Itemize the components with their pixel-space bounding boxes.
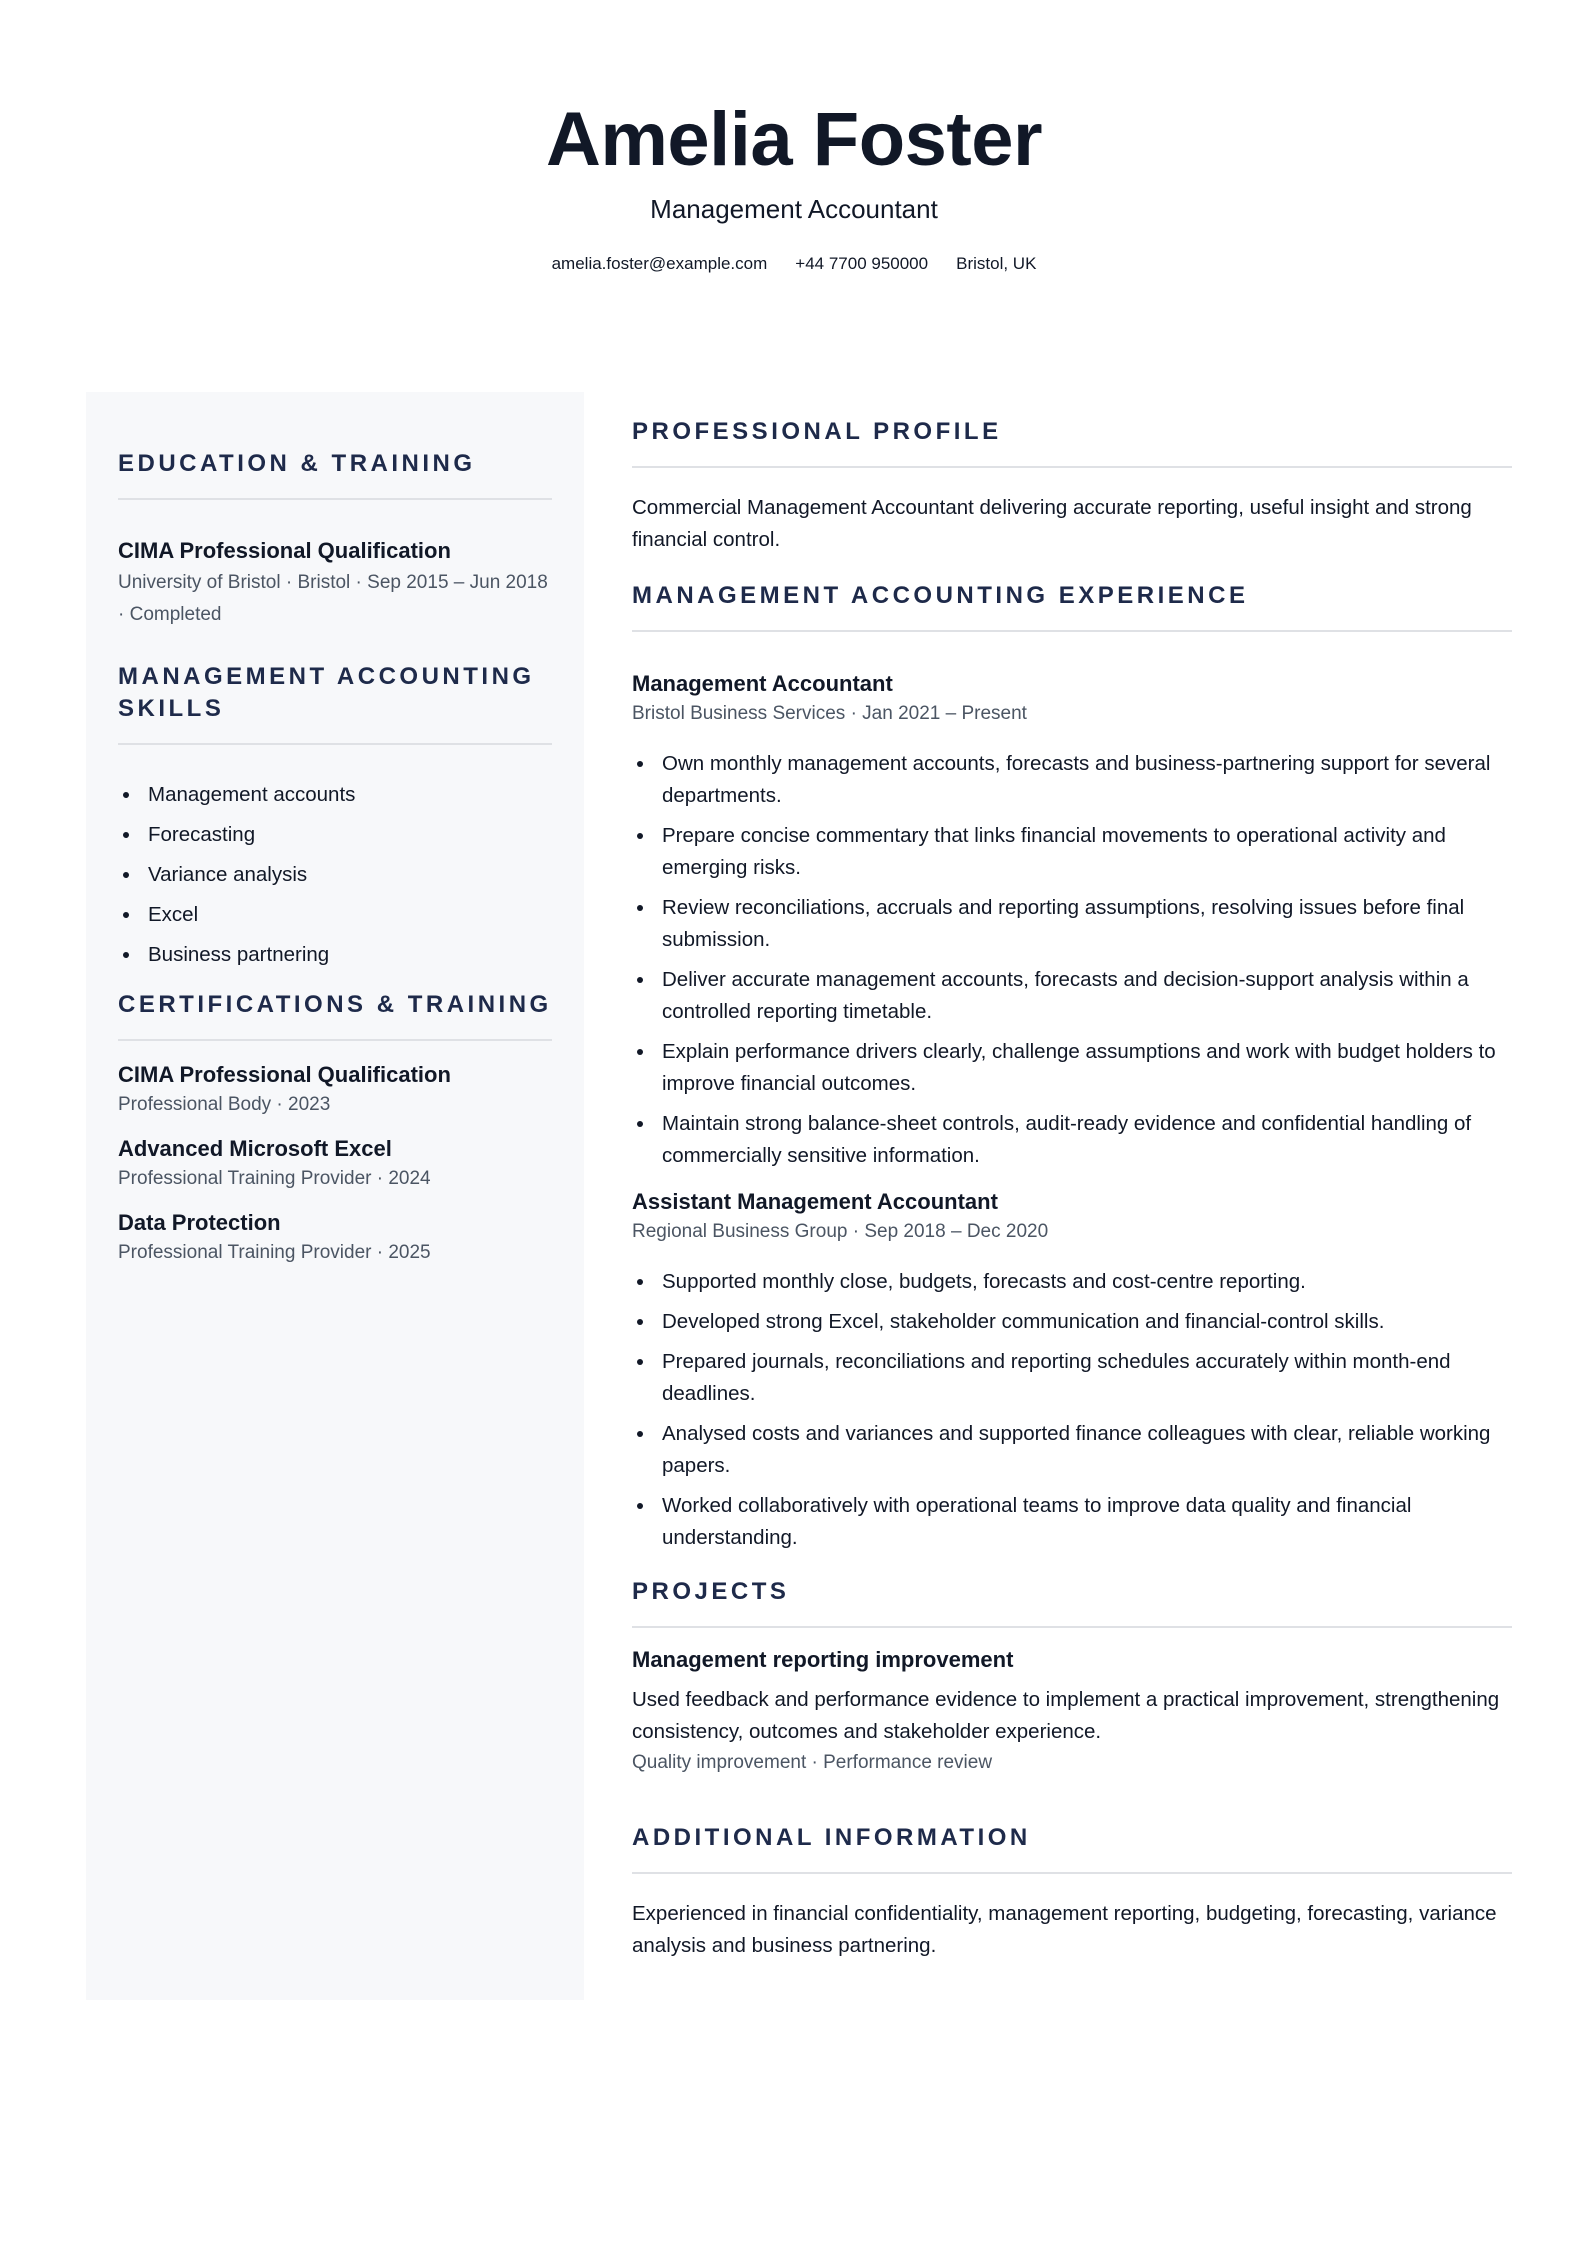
- certification-meta: Professional Training Provider · 2024: [118, 1168, 431, 1189]
- job-bullet: Prepare concise commentary that links financial movements to operational activity and emerging risks.: [632, 820, 1512, 884]
- candidate-name: Amelia Foster: [545, 97, 1043, 182]
- skills-heading: MANAGEMENT ACCOUNTING SKILLS: [118, 661, 552, 745]
- education-entry-title: CIMA Professional Qualification: [118, 538, 451, 563]
- certification-title: CIMA Professional Qualification: [118, 1062, 451, 1087]
- job-meta: Bristol Business Services · Jan 2021 – Present: [632, 703, 1027, 724]
- skills-section: [118, 661, 552, 971]
- experience-heading: MANAGEMENT ACCOUNTING EXPERIENCE: [632, 580, 1512, 632]
- skill-item: Excel: [118, 899, 552, 931]
- certification-meta: Professional Training Provider · 2025: [118, 1242, 431, 1263]
- contact-phone[interactable]: +44 7700 950000: [795, 254, 929, 273]
- job-bullet: Worked collaboratively with operational teams to improve data quality and financial understanding.: [632, 1490, 1512, 1554]
- education-section: [118, 392, 552, 631]
- projects-section: [632, 1576, 1512, 1778]
- additional-section: [632, 1822, 1512, 1962]
- job-entry: [632, 670, 1512, 1172]
- certification-entry: [118, 1209, 552, 1269]
- sidebar: [86, 392, 584, 2000]
- education-entry-meta: University of Bristol · Bristol · Sep 2015 – Jun 2018 · Completed: [118, 572, 548, 625]
- job-bullet: Analysed costs and variances and supported finance colleagues with clear, reliable working papers.: [632, 1418, 1512, 1482]
- job-bullet: Own monthly management accounts, forecasts and business-partnering support for several departments.: [632, 748, 1512, 812]
- profile-text: Commercial Management Accountant delivering accurate reporting, useful insight and strong financial control.: [632, 496, 1472, 551]
- experience-section: [632, 580, 1512, 1554]
- job-bullet: Supported monthly close, budgets, forecasts and cost-centre reporting.: [632, 1266, 1512, 1298]
- education-entry: [118, 537, 552, 631]
- job-bullet: Deliver accurate management accounts, forecasts and decision-support analysis within a controlled reporting timetable.: [632, 964, 1512, 1028]
- skill-item: Forecasting: [118, 819, 552, 851]
- certification-title: Advanced Microsoft Excel: [118, 1136, 392, 1161]
- job-bullet: Review reconciliations, accruals and reporting assumptions, resolving issues before final submission.: [632, 892, 1512, 956]
- job-bullets: [632, 1266, 1512, 1554]
- project-entry: [632, 1646, 1512, 1778]
- education-heading: EDUCATION & TRAINING: [118, 448, 552, 500]
- job-bullet: Explain performance drivers clearly, challenge assumptions and work with budget holders to improve financial outcomes.: [632, 1036, 1512, 1100]
- skill-item: Variance analysis: [118, 859, 552, 891]
- certification-entry: [118, 1135, 552, 1195]
- skills-list: [118, 779, 552, 971]
- certification-meta: Professional Body · 2023: [118, 1094, 331, 1115]
- certification-title: Data Protection: [118, 1210, 281, 1235]
- project-description: Used feedback and performance evidence to implement a practical improvement, strengthening consistency, outcomes and stakeholder experience.: [632, 1688, 1500, 1743]
- certifications-section: [118, 989, 552, 1269]
- job-bullet: Maintain strong balance-sheet controls, audit-ready evidence and confidential handling of commercially sensitive information.: [632, 1108, 1512, 1172]
- resume-header: [0, 92, 1588, 276]
- job-title: Assistant Management Accountant: [632, 1189, 998, 1214]
- contact-location: Bristol, UK: [956, 254, 1037, 273]
- job-meta: Regional Business Group · Sep 2018 – Dec 2020: [632, 1221, 1049, 1242]
- additional-heading: ADDITIONAL INFORMATION: [632, 1822, 1512, 1874]
- contact-email[interactable]: amelia.foster@example.com: [551, 254, 768, 273]
- skill-item: Management accounts: [118, 779, 552, 811]
- job-title: Management Accountant: [650, 194, 938, 224]
- project-tags: Quality improvement · Performance review: [632, 1752, 993, 1773]
- projects-heading: PROJECTS: [632, 1576, 1512, 1628]
- additional-text: Experienced in financial confidentiality, management reporting, budgeting, forecasting, variance analysis and business partnering.: [632, 1902, 1497, 1957]
- certification-entry: [118, 1061, 552, 1121]
- job-entry: [632, 1188, 1512, 1554]
- job-bullet: Prepared journals, reconciliations and reporting schedules accurately within month-end deadlines.: [632, 1346, 1512, 1410]
- profile-heading: PROFESSIONAL PROFILE: [632, 416, 1512, 468]
- certifications-heading: CERTIFICATIONS & TRAINING: [118, 989, 552, 1041]
- job-bullets: [632, 748, 1512, 1172]
- job-bullet: Developed strong Excel, stakeholder communication and financial-control skills.: [632, 1306, 1512, 1338]
- job-title: Management Accountant: [632, 671, 893, 696]
- project-title: Management reporting improvement: [632, 1647, 1014, 1672]
- contact-info: [0, 252, 1588, 276]
- profile-section: [632, 392, 1512, 556]
- main-content: [632, 392, 1512, 1962]
- skill-item: Business partnering: [118, 939, 552, 971]
